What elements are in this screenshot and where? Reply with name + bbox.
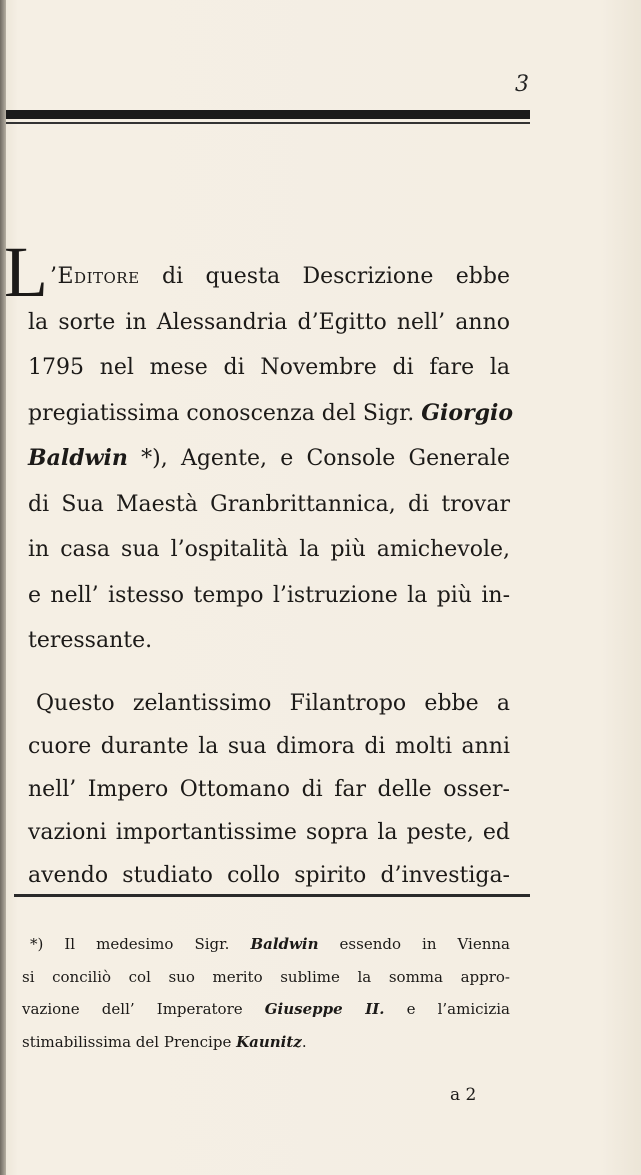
line-text: si conciliò col suo merito sublime la somma appro-	[22, 967, 510, 986]
footnote-line	[22, 1026, 510, 1059]
footnote	[22, 928, 510, 1058]
footnote-line	[22, 928, 510, 961]
drop-cap: L	[4, 232, 48, 312]
line-text: e l’amicizia	[384, 1000, 510, 1018]
line-text: vazione dell’ Imperatore	[22, 1000, 265, 1018]
line-text: stimabilissima del Prencipe	[22, 1032, 237, 1051]
italic-name: Giuseppe II.	[264, 1000, 385, 1018]
paragraph-1-line: teressante.	[28, 628, 153, 653]
page-number: 3	[515, 72, 529, 97]
paragraph-1-line	[28, 391, 514, 437]
paragraph-2-line: nell’ Impero Ottomano di far delle osser-	[28, 777, 510, 802]
book-spine	[0, 0, 6, 1175]
italic-name: Giorgio	[421, 399, 514, 426]
paragraph-1	[28, 254, 514, 664]
paragraph-2	[28, 682, 510, 897]
footnote-line	[22, 993, 510, 1026]
footnote-line	[22, 961, 510, 994]
header-rule-thin	[6, 122, 530, 124]
footnote-rule	[14, 894, 530, 897]
line-text: *) Il medesimo Sigr.	[30, 935, 251, 953]
paragraph-2-line: vazioni importantissime sopra la peste, ed	[28, 820, 510, 845]
italic-name: Kaunitz	[236, 1032, 302, 1051]
paragraph-2-line: cuore durante la sua dimora di molti anni	[28, 734, 510, 759]
italic-name: Baldwin	[28, 445, 128, 471]
line-text: di questa Descrizione ebbe	[139, 264, 510, 289]
paragraph-1-line	[28, 436, 510, 482]
line-text: essendo in Vienna	[318, 935, 510, 953]
signature-mark: a 2	[450, 1085, 477, 1105]
line-text: pregiatissima conoscenza del Sigr.	[28, 400, 422, 426]
line-text: *), Agente, e Console Generale	[127, 446, 510, 471]
italic-name: Baldwin	[250, 935, 319, 953]
paragraph-1-line: 1795 nel mese di Novembre di fare la	[28, 355, 510, 380]
paragraph-1-line: la sorte in Alessandria d’Egitto nell’ anno	[28, 309, 510, 335]
paragraph-2-line: Questo zelantissimo Filantropo ebbe a	[36, 691, 510, 716]
paragraph-1-line: e nell’ istesso tempo l’istruzione la più in-	[28, 582, 510, 608]
paragraph-1-line: di Sua Maestà Granbrittannica, di trovar	[28, 491, 510, 517]
header-rule	[6, 110, 530, 119]
line-text: .	[301, 1032, 307, 1051]
paragraph-2-line: avendo studiato collo spirito d’investiga-	[28, 863, 510, 888]
paragraph-1-line: in casa sua l’ospitalità la più amichevole,	[28, 537, 510, 562]
line-text: ’Editore	[50, 264, 140, 289]
paragraph-1-line	[28, 254, 510, 300]
